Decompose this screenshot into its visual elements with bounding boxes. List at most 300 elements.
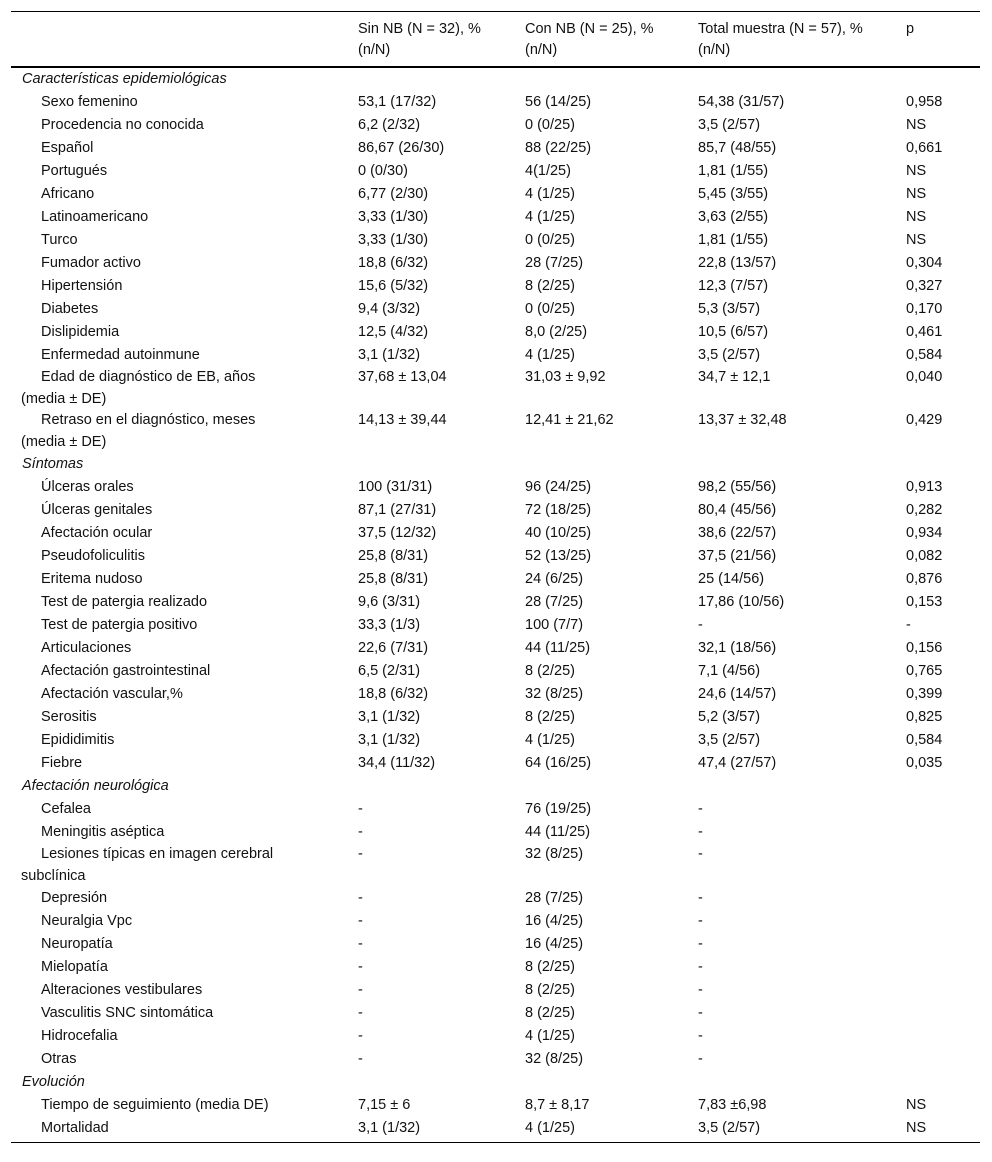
- header-cell-sin-nb: Sin NB (N = 32), % (n/N): [348, 12, 515, 68]
- row-label: [11, 137, 348, 160]
- total-cell: 7,83 ±6,98: [698, 1097, 767, 1113]
- p-value-cell: [896, 956, 980, 979]
- total-cell: 22,8 (13/57): [698, 255, 777, 271]
- total-cell: 37,5 (21/56): [698, 548, 777, 564]
- p-value-cell: 0,429: [906, 412, 943, 428]
- p-value-cell: 0,282: [906, 502, 943, 518]
- data-table: [11, 11, 980, 1143]
- sin-nb-cell: 3,33 (1/30): [358, 209, 429, 225]
- p-value-cell: [896, 933, 980, 956]
- table-row: [11, 729, 980, 752]
- row-label-text: Español: [41, 140, 94, 156]
- sin-nb-cell: 33,3 (1/3): [358, 617, 421, 633]
- sin-nb-cell: -: [358, 1051, 363, 1067]
- total-cell: 13,37 ± 32,48: [698, 412, 787, 428]
- p-value-cell: NS: [906, 117, 927, 133]
- sin-nb-cell: 18,8 (6/32): [358, 255, 429, 271]
- row-label-text: Retraso en el diagnóstico, meses: [41, 412, 256, 428]
- row-label: [11, 229, 348, 252]
- row-label: [11, 1048, 348, 1071]
- total-cell: 80,4 (45/56): [698, 502, 777, 518]
- row-label-continuation: (media ± DE): [21, 390, 107, 407]
- con-nb-cell: 8 (2/25): [525, 663, 575, 679]
- p-value-cell: -: [906, 617, 911, 633]
- header-cell-p: p: [896, 12, 980, 68]
- sin-nb-cell: 15,6 (5/32): [358, 278, 429, 294]
- row-label-text: Test de patergia realizado: [41, 594, 208, 610]
- table-row: [11, 298, 980, 321]
- sin-nb-cell: 3,1 (1/32): [348, 1117, 515, 1143]
- row-label: [11, 410, 348, 453]
- sin-nb-cell: -: [358, 890, 363, 906]
- total-cell: 17,86 (10/56): [698, 594, 785, 610]
- con-nb-cell: 40 (10/25): [525, 525, 592, 541]
- header-row: [11, 12, 980, 68]
- con-nb-cell: 4 (1/25): [525, 1028, 575, 1044]
- row-label: [11, 344, 348, 367]
- total-cell: 98,2 (55/56): [698, 479, 777, 495]
- total-cell: -: [698, 1051, 703, 1067]
- total-cell: 54,38 (31/57): [698, 94, 785, 110]
- sin-nb-cell: -: [358, 1028, 363, 1044]
- row-label-text: Eritema nudoso: [41, 571, 143, 587]
- row-label: [11, 568, 348, 591]
- row-label: [11, 660, 348, 683]
- p-value-cell: 0,153: [906, 594, 943, 610]
- con-nb-cell: 8 (2/25): [525, 982, 575, 998]
- row-label-text: Mortalidad: [41, 1120, 109, 1136]
- total-cell: 25 (14/56): [698, 571, 765, 587]
- table-row: [11, 114, 980, 137]
- row-label-text: Dislipidemia: [41, 324, 120, 340]
- table-row: [11, 206, 980, 229]
- con-nb-cell: 96 (24/25): [525, 479, 592, 495]
- row-label-text: Procedencia no conocida: [41, 117, 204, 133]
- row-label: [11, 887, 348, 910]
- con-nb-cell: 8 (2/25): [525, 709, 575, 725]
- sin-nb-cell: 0 (0/30): [358, 163, 408, 179]
- p-value-cell: [896, 844, 980, 887]
- row-label: [11, 545, 348, 568]
- p-value-cell: 0,461: [906, 324, 943, 340]
- total-cell: 85,7 (48/55): [698, 140, 777, 156]
- row-label-text: Afectación vascular,%: [41, 686, 183, 702]
- table-row: [11, 229, 980, 252]
- con-nb-cell: 32 (8/25): [525, 686, 584, 702]
- row-label: [11, 1094, 348, 1117]
- section-row: [11, 67, 980, 91]
- p-value-cell: [896, 798, 980, 821]
- section-title: Evolución: [22, 1074, 85, 1090]
- con-nb-cell: 0 (0/25): [525, 301, 575, 317]
- p-value-cell: NS: [906, 163, 927, 179]
- row-label-text: Serositis: [41, 709, 97, 725]
- table-row: [11, 1025, 980, 1048]
- row-label-text: Fiebre: [41, 755, 83, 771]
- sin-nb-cell: 7,15 ± 6: [358, 1097, 411, 1113]
- total-cell: 5,45 (3/55): [698, 186, 769, 202]
- row-label: [11, 956, 348, 979]
- table-row: [11, 798, 980, 821]
- total-cell: -: [698, 824, 703, 840]
- con-nb-cell: 76 (19/25): [525, 801, 592, 817]
- row-label-text: Neuralgia Vpc: [41, 913, 133, 929]
- con-nb-cell: 4 (1/25): [515, 1117, 688, 1143]
- sin-nb-cell: -: [358, 824, 363, 840]
- row-label: [11, 499, 348, 522]
- row-label: [11, 367, 348, 410]
- section-row: [11, 775, 980, 798]
- row-label: [11, 683, 348, 706]
- table-row: [11, 933, 980, 956]
- con-nb-cell: 4 (1/25): [525, 209, 575, 225]
- total-cell: 3,63 (2/55): [698, 209, 769, 225]
- sin-nb-cell: 3,1 (1/32): [358, 709, 421, 725]
- table-row: [11, 706, 980, 729]
- row-label: [11, 729, 348, 752]
- p-value-cell: [896, 887, 980, 910]
- p-value-cell: [896, 979, 980, 1002]
- table-row: [11, 160, 980, 183]
- total-cell: 3,5 (2/57): [698, 347, 761, 363]
- row-label-text: Enfermedad autoinmune: [41, 347, 200, 363]
- total-cell: 34,7 ± 12,1: [698, 369, 771, 385]
- total-cell: -: [698, 913, 703, 929]
- table-row: [11, 321, 980, 344]
- con-nb-cell: 16 (4/25): [525, 913, 584, 929]
- row-label: [11, 752, 348, 775]
- sin-nb-cell: 3,1 (1/32): [358, 347, 421, 363]
- row-label-text: Vasculitis SNC sintomática: [41, 1005, 214, 1021]
- total-cell: 1,81 (1/55): [698, 163, 769, 179]
- p-value-cell: [896, 1025, 980, 1048]
- total-cell: 47,4 (27/57): [698, 755, 777, 771]
- row-label: [11, 91, 348, 114]
- con-nb-cell: 72 (18/25): [525, 502, 592, 518]
- table-row: [11, 660, 980, 683]
- table-row: [11, 410, 980, 453]
- sin-nb-cell: 3,33 (1/30): [358, 232, 429, 248]
- con-nb-cell: 8,7 ± 8,17: [525, 1097, 590, 1113]
- section-title: Síntomas: [22, 456, 84, 472]
- con-nb-cell: 44 (11/25): [525, 824, 591, 840]
- row-label-text: Meningitis aséptica: [41, 824, 165, 840]
- p-value-cell: [896, 1002, 980, 1025]
- row-label: [11, 1002, 348, 1025]
- row-label: [11, 476, 348, 499]
- p-value-cell: 0,913: [906, 479, 943, 495]
- section-row: [11, 1071, 980, 1094]
- p-value-cell: 0,082: [906, 548, 943, 564]
- row-label: [11, 252, 348, 275]
- p-value-cell: NS: [906, 186, 927, 202]
- sin-nb-cell: 14,13 ± 39,44: [358, 412, 447, 428]
- row-label: [11, 275, 348, 298]
- row-label-text: Mielopatía: [41, 959, 108, 975]
- section-title: Características epidemiológicas: [22, 71, 227, 87]
- con-nb-cell: 16 (4/25): [525, 936, 584, 952]
- sin-nb-cell: -: [358, 913, 363, 929]
- table-row: [11, 367, 980, 410]
- row-label-text: Hidrocefalia: [41, 1028, 118, 1044]
- row-label-text: Diabetes: [41, 301, 99, 317]
- row-label-text: Tiempo de seguimiento (media DE): [41, 1097, 269, 1113]
- total-cell: -: [698, 801, 703, 817]
- table-body: [11, 67, 980, 1143]
- row-label-text: Depresión: [41, 890, 108, 906]
- total-cell: 3,5 (2/57): [688, 1117, 896, 1143]
- row-label: [11, 321, 348, 344]
- con-nb-cell: 24 (6/25): [525, 571, 584, 587]
- con-nb-cell: 32 (8/25): [525, 846, 584, 862]
- sin-nb-cell: 86,67 (26/30): [358, 140, 445, 156]
- sin-nb-cell: 6,2 (2/32): [358, 117, 421, 133]
- con-nb-cell: 12,41 ± 21,62: [525, 412, 614, 428]
- total-cell: 38,6 (22/57): [698, 525, 777, 541]
- table-row: [11, 956, 980, 979]
- total-cell: 3,5 (2/57): [698, 732, 761, 748]
- total-cell: 12,3 (7/57): [698, 278, 769, 294]
- total-cell: 3,5 (2/57): [698, 117, 761, 133]
- sin-nb-cell: 18,8 (6/32): [358, 686, 429, 702]
- row-label-text: Articulaciones: [41, 640, 132, 656]
- con-nb-cell: 0 (0/25): [525, 232, 575, 248]
- con-nb-cell: 8,0 (2/25): [525, 324, 588, 340]
- row-label-text: Cefalea: [41, 801, 91, 817]
- table-row: [11, 545, 980, 568]
- table-row: [11, 844, 980, 887]
- row-label-text: Fumador activo: [41, 255, 141, 271]
- row-label: [11, 637, 348, 660]
- sin-nb-cell: 9,4 (3/32): [358, 301, 421, 317]
- row-label-continuation: (media ± DE): [21, 433, 107, 450]
- sin-nb-cell: -: [358, 982, 363, 998]
- row-label: [11, 522, 348, 545]
- sin-nb-cell: 25,8 (8/31): [358, 571, 429, 587]
- p-value-cell: 0,156: [906, 640, 943, 656]
- con-nb-cell: 32 (8/25): [525, 1051, 584, 1067]
- row-label: [11, 979, 348, 1002]
- sin-nb-cell: -: [358, 846, 363, 862]
- p-value-cell: 0,765: [906, 663, 943, 679]
- con-nb-cell: 28 (7/25): [525, 255, 584, 271]
- sin-nb-cell: 34,4 (11/32): [358, 755, 436, 771]
- row-label: [11, 206, 348, 229]
- row-label-text: Epididimitis: [41, 732, 115, 748]
- sin-nb-cell: 12,5 (4/32): [358, 324, 429, 340]
- con-nb-cell: 4 (1/25): [525, 732, 575, 748]
- row-label: [11, 910, 348, 933]
- table-row: [11, 637, 980, 660]
- row-label-text: Edad de diagnóstico de EB, años: [41, 369, 256, 385]
- row-label-text: Africano: [41, 186, 95, 202]
- table-row: [11, 614, 980, 637]
- p-value-cell: 0,304: [906, 255, 943, 271]
- row-label: [11, 821, 348, 844]
- p-value-cell: 0,876: [906, 571, 943, 587]
- row-label: [11, 1025, 348, 1048]
- row-label-text: Sexo femenino: [41, 94, 138, 110]
- row-label-continuation: subclínica: [21, 867, 86, 884]
- table-row: [11, 183, 980, 206]
- sin-nb-cell: -: [358, 801, 363, 817]
- p-value-cell: [896, 1048, 980, 1071]
- p-value-cell: NS: [906, 1097, 927, 1113]
- total-cell: 24,6 (14/57): [698, 686, 777, 702]
- sin-nb-cell: 25,8 (8/31): [358, 548, 429, 564]
- con-nb-cell: 100 (7/7): [525, 617, 584, 633]
- table-row: [11, 568, 980, 591]
- table-row: [11, 91, 980, 114]
- p-value-cell: 0,040: [906, 369, 943, 385]
- total-cell: -: [698, 890, 703, 906]
- p-value-cell: 0,399: [906, 686, 943, 702]
- sin-nb-cell: -: [358, 936, 363, 952]
- row-label-text: Hipertensión: [41, 278, 123, 294]
- total-cell: 5,3 (3/57): [698, 301, 761, 317]
- con-nb-cell: 0 (0/25): [525, 117, 575, 133]
- table-row: [11, 910, 980, 933]
- p-value-cell: 0,584: [906, 347, 943, 363]
- sin-nb-cell: 37,68 ± 13,04: [358, 369, 447, 385]
- total-cell: 5,2 (3/57): [698, 709, 761, 725]
- row-label-text: Neuropatía: [41, 936, 113, 952]
- table-row: [11, 476, 980, 499]
- total-cell: -: [698, 959, 703, 975]
- header-cell-total: Total muestra (N = 57), % (n/N): [688, 12, 896, 68]
- table-row: [11, 344, 980, 367]
- table-row: [11, 137, 980, 160]
- sin-nb-cell: -: [358, 1005, 363, 1021]
- con-nb-cell: 88 (22/25): [525, 140, 592, 156]
- table-row: [11, 1002, 980, 1025]
- sin-nb-cell: 53,1 (17/32): [358, 94, 437, 110]
- total-cell: 32,1 (18/56): [698, 640, 777, 656]
- table-row: [11, 979, 980, 1002]
- table-row: [11, 252, 980, 275]
- p-value-cell: 0,825: [906, 709, 943, 725]
- p-value-cell: 0,035: [906, 755, 943, 771]
- con-nb-cell: 8 (2/25): [525, 278, 575, 294]
- row-label-text: Test de patergia positivo: [41, 617, 198, 633]
- row-label: [11, 1117, 348, 1143]
- con-nb-cell: 44 (11/25): [525, 640, 591, 656]
- table-row: [11, 1094, 980, 1117]
- con-nb-cell: 28 (7/25): [525, 594, 584, 610]
- table-row: [11, 1048, 980, 1071]
- row-label: [11, 591, 348, 614]
- sin-nb-cell: -: [358, 959, 363, 975]
- total-cell: -: [698, 982, 703, 998]
- sin-nb-cell: 37,5 (12/32): [358, 525, 437, 541]
- p-value-cell: NS: [896, 1117, 980, 1143]
- table-row: [11, 821, 980, 844]
- total-cell: -: [698, 936, 703, 952]
- sin-nb-cell: 22,6 (7/31): [358, 640, 429, 656]
- con-nb-cell: 4 (1/25): [525, 186, 575, 202]
- table-row: [11, 275, 980, 298]
- table-row: [11, 1117, 980, 1143]
- total-cell: -: [698, 1005, 703, 1021]
- row-label: [11, 614, 348, 637]
- row-label-text: Otras: [41, 1051, 77, 1067]
- total-cell: -: [698, 617, 703, 633]
- header-cell-con-nb: Con NB (N = 25), % (n/N): [515, 12, 688, 68]
- section-row: [11, 453, 980, 476]
- total-cell: 10,5 (6/57): [698, 324, 769, 340]
- table-row: [11, 499, 980, 522]
- row-label-text: Pseudofoliculitis: [41, 548, 145, 564]
- row-label-text: Portugués: [41, 163, 108, 179]
- p-value-cell: 0,327: [906, 278, 943, 294]
- total-cell: 7,1 (4/56): [698, 663, 761, 679]
- p-value-cell: 0,584: [906, 732, 943, 748]
- con-nb-cell: 8 (2/25): [525, 959, 575, 975]
- row-label-text: Latinoamericano: [41, 209, 149, 225]
- p-value-cell: [896, 910, 980, 933]
- p-value-cell: 0,958: [906, 94, 943, 110]
- row-label-text: Afectación gastrointestinal: [41, 663, 211, 679]
- con-nb-cell: 4(1/25): [525, 163, 571, 179]
- con-nb-cell: 31,03 ± 9,92: [525, 369, 606, 385]
- p-value-cell: 0,170: [906, 301, 943, 317]
- row-label: [11, 114, 348, 137]
- p-value-cell: 0,661: [906, 140, 943, 156]
- row-label: [11, 183, 348, 206]
- table-row: [11, 752, 980, 775]
- table-row: [11, 591, 980, 614]
- p-value-cell: NS: [906, 209, 927, 225]
- p-value-cell: NS: [906, 232, 927, 248]
- row-label: [11, 706, 348, 729]
- con-nb-cell: 4 (1/25): [525, 347, 575, 363]
- row-label-text: Afectación ocular: [41, 525, 153, 541]
- sin-nb-cell: 6,77 (2/30): [358, 186, 429, 202]
- con-nb-cell: 56 (14/25): [525, 94, 592, 110]
- row-label: [11, 844, 348, 887]
- header-cell-label: [11, 12, 348, 68]
- table-row: [11, 887, 980, 910]
- p-value-cell: 0,934: [906, 525, 943, 541]
- row-label: [11, 160, 348, 183]
- total-cell: 1,81 (1/55): [698, 232, 769, 248]
- row-label-text: Úlceras genitales: [41, 502, 153, 518]
- row-label-text: Alteraciones vestibulares: [41, 982, 203, 998]
- section-title: Afectación neurológica: [22, 778, 169, 794]
- row-label-text: Turco: [41, 232, 78, 248]
- con-nb-cell: 64 (16/25): [525, 755, 592, 771]
- row-label-text: Úlceras orales: [41, 479, 134, 495]
- table-row: [11, 522, 980, 545]
- total-cell: -: [698, 1028, 703, 1044]
- con-nb-cell: 8 (2/25): [525, 1005, 575, 1021]
- sin-nb-cell: 87,1 (27/31): [358, 502, 437, 518]
- sin-nb-cell: 3,1 (1/32): [358, 732, 421, 748]
- row-label: [11, 798, 348, 821]
- sin-nb-cell: 6,5 (2/31): [358, 663, 421, 679]
- row-label: [11, 933, 348, 956]
- total-cell: -: [698, 846, 703, 862]
- row-label-text: Lesiones típicas en imagen cerebral: [41, 846, 274, 862]
- table-row: [11, 683, 980, 706]
- sin-nb-cell: 100 (31/31): [358, 479, 433, 495]
- row-label: [11, 298, 348, 321]
- con-nb-cell: 28 (7/25): [525, 890, 584, 906]
- sin-nb-cell: 9,6 (3/31): [358, 594, 421, 610]
- con-nb-cell: 52 (13/25): [525, 548, 592, 564]
- table-header: [11, 12, 980, 68]
- p-value-cell: [896, 821, 980, 844]
